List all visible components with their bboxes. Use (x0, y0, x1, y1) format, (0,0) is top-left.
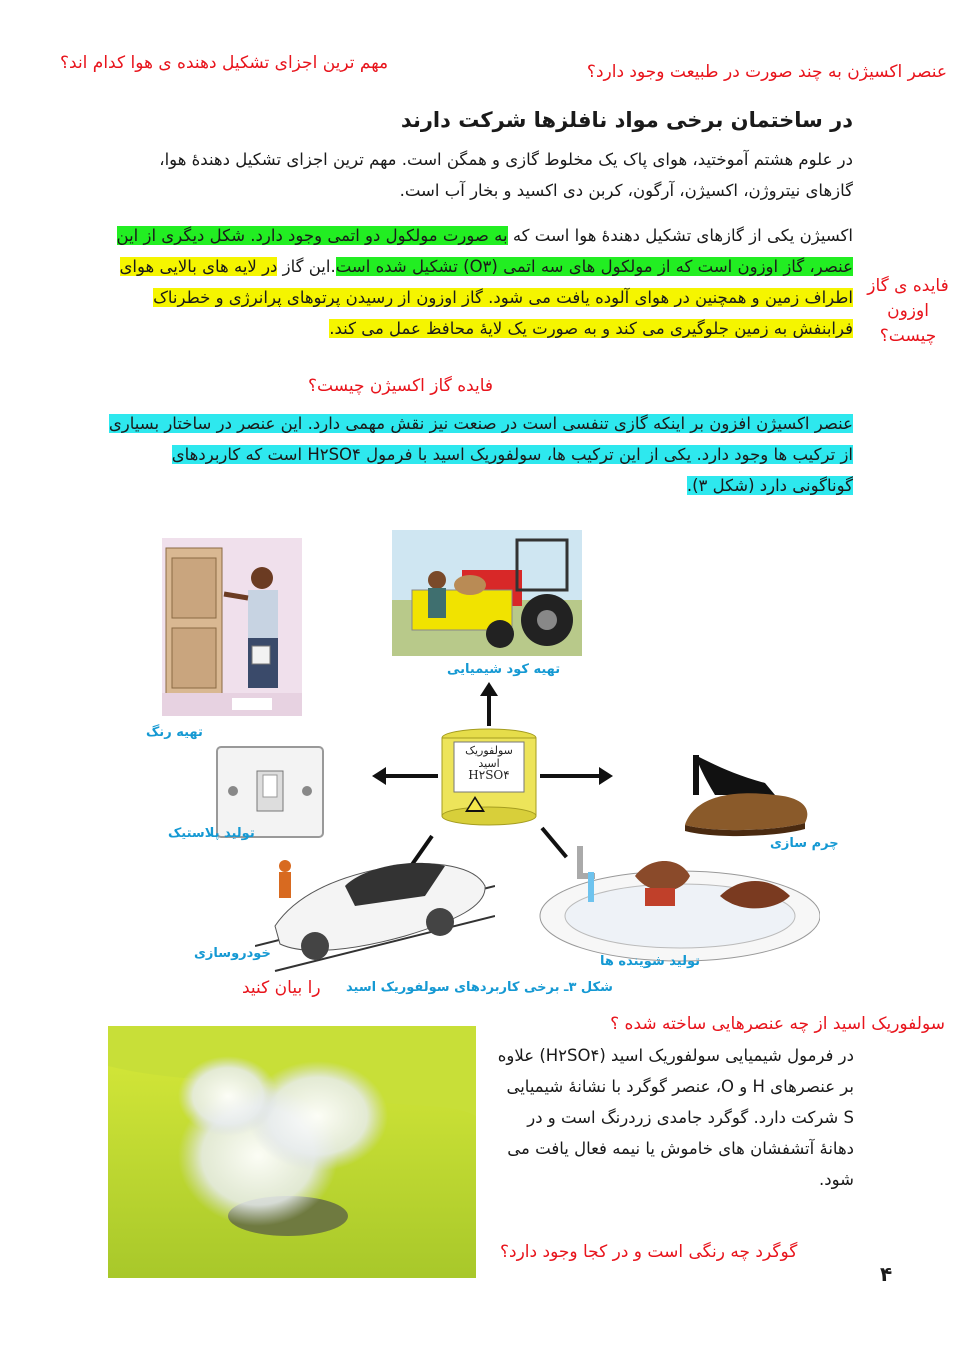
acid-barrel (440, 728, 538, 828)
note-ozone-benefit: فایده ی گاز اوزون چیست؟ (867, 276, 949, 346)
note-oxygen-forms: عنصر اکسیژن به چند صورت در طبیعت وجود دارد؟ (586, 62, 947, 82)
section-heading: در ساختمان برخی مواد نافلزها شرکت دارند (400, 108, 853, 132)
fertilizer-illustration (392, 530, 582, 656)
arrow-left-head (372, 767, 386, 785)
page-number: ۴ (880, 1262, 893, 1286)
note-oxygen-benefit: فایده گاز اکسیژن چیست؟ (308, 376, 494, 396)
paragraph-sulfur: در فرمول شیمیایی سولفوریک اسید (H۲SO۴) علاوه بر عنصرهای H و O، عنصر گوگرد با نشانهٔ شیمیایی S شرکت دارد. گوگرد جامدی زردرنگ است و در دهانهٔ آتشفشان های خاموش یا نیمه فعال یافت می شود. (497, 1046, 854, 1189)
paragraph-ozone (108, 220, 853, 344)
para3-cyan-highlight: عنصر اکسیژن افزون بر اینکه گازی تنفسی است در صنعت نیز نقش مهمی دارد. این عنصر در ساختار بسیاری از ترکیب ها وجود دارد. یکی از این ترکیب ها، سولفوریک اسید با فرمول H۲SO۴ است که کاربردهای گوناگونی دارد (شکل ۳). (108, 414, 853, 495)
arrow-right (540, 774, 600, 778)
paint-illustration (162, 538, 302, 716)
sulfur-volcano-photo (108, 1026, 476, 1278)
arrow-up (487, 692, 491, 726)
label-plastic: تولید پلاستیک (168, 826, 255, 841)
arrow-left (386, 774, 438, 778)
label-paint: تهیه رنگ (146, 725, 203, 740)
leather-shoes-illustration (675, 735, 815, 840)
para2-green-highlight: به صورت مولکول دو اتمی وجود دارد. شکل دیگری از این عنصر، گاز اوزون است که از مولکول های سه اتمی (O۳) تشکیل شده است (116, 226, 853, 276)
para2-plain-mid: .این گاز (277, 257, 336, 276)
car-illustration (255, 826, 495, 976)
arrow-right-head (599, 767, 613, 785)
para2-plain-start: اکسیژن یکی از گازهای تشکیل دهندهٔ هوا است که (507, 226, 853, 245)
figure-caption: شکل ۳ـ برخی کاربردهای سولفوریک اسید (346, 980, 613, 995)
detergent-illustration (520, 826, 820, 966)
note-air-components: مهم ترین اجزای تشکیل دهنده ی هوا کدام اند؟ (60, 53, 389, 73)
label-car: خودروسازی (194, 946, 271, 961)
barrel-label: سولفوریک اسید (465, 744, 513, 770)
note-explain: را بیان کنید (242, 978, 321, 998)
note-sulfur-color: گوگرد چه رنگی است و در کجا وجود دارد؟ (500, 1242, 798, 1262)
arrow-up-head (480, 682, 498, 696)
label-leather: چرم سازی (770, 836, 839, 851)
paragraph-air: در علوم هشتم آموختید، هوای پاک یک مخلوط گازی و همگن است. مهم ترین اجزای تشکیل دهندهٔ هوا، گازهای نیتروژن، اکسیژن، آرگون، کربن دی اکسید و بخار آب است. (159, 150, 853, 200)
label-detergent: تولید شوینده ها (600, 954, 700, 969)
barrel-formula: H۲SO۴ (468, 768, 510, 782)
para2-yellow-highlight: در لایه های بالایی هوای اطراف زمین و همچنین در هوای آلوده یافت می شود. گاز اوزون از رسیدن پرتوهای پرانرژی و خطرناک فرابنفش به زمین جلوگیری می کند و به صورت یک لایهٔ محافظ عمل می کند. (119, 257, 853, 338)
label-fertilizer: تهیه کود شیمیایی (447, 662, 561, 677)
note-sulfuric-elements: سولفوریک اسید از چه عنصرهایی ساخته شده ؟ (610, 1014, 945, 1034)
figure-sulfuric-uses (120, 530, 840, 1000)
paragraph-sulfuric (108, 408, 853, 501)
